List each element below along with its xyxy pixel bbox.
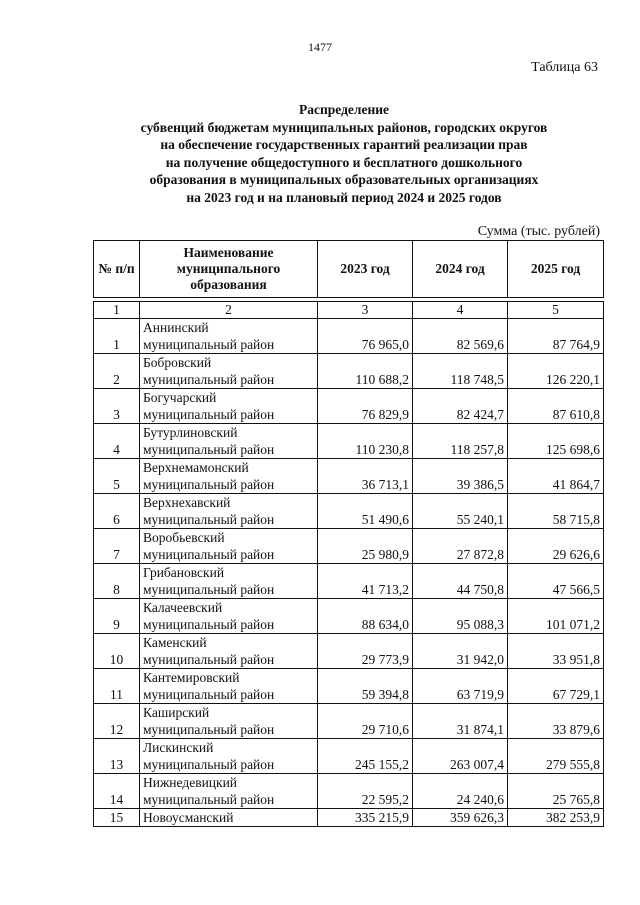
row-number: 7: [94, 529, 140, 564]
amount-2023: 76 829,9: [318, 389, 413, 424]
amount-2025: 87 764,9: [508, 319, 604, 354]
municipality-name: [140, 634, 318, 669]
municipality-name: [140, 389, 318, 424]
row-number: 14: [94, 774, 140, 809]
municipality-name: [140, 669, 318, 704]
municipality-name-line1: Богучарский: [143, 390, 217, 405]
amount-2024: 31 942,0: [413, 634, 508, 669]
municipality-name: [140, 424, 318, 459]
amount-2024: 359 626,3: [413, 809, 508, 827]
municipality-name-line1: Лискинский: [143, 740, 214, 755]
column-number: 2: [140, 302, 318, 319]
municipality-name: [140, 599, 318, 634]
municipality-name: [140, 354, 318, 389]
row-number: 3: [94, 389, 140, 424]
amount-2025: 33 879,6: [508, 704, 604, 739]
municipality-name-line1: Бобровский: [143, 355, 212, 370]
amount-2025: 382 253,9: [508, 809, 604, 827]
row-number: 1: [94, 319, 140, 354]
amount-2024: 55 240,1: [413, 494, 508, 529]
amount-2023: 51 490,6: [318, 494, 413, 529]
amount-2024: 63 719,9: [413, 669, 508, 704]
amount-2024: 39 386,5: [413, 459, 508, 494]
amount-2023: 29 710,6: [318, 704, 413, 739]
row-number: 9: [94, 599, 140, 634]
municipality-name-line1: Новоусманский: [143, 810, 234, 825]
table-row: [94, 459, 604, 494]
municipality-name-line2: муниципальный район: [143, 407, 275, 422]
title-line: субвенций бюджетам муниципальных районов, городских округов: [140, 119, 548, 135]
municipality-name: [140, 319, 318, 354]
row-number: 8: [94, 564, 140, 599]
amount-2024: 82 569,6: [413, 319, 508, 354]
table-row: [94, 424, 604, 459]
municipality-name-line2: муниципальный район: [143, 687, 275, 702]
amount-2023: 59 394,8: [318, 669, 413, 704]
column-number: 1: [94, 302, 140, 319]
title-line: Распределение: [298, 102, 390, 117]
municipality-name: [140, 529, 318, 564]
table-row: [94, 529, 604, 564]
amount-2023: 110 230,8: [318, 424, 413, 459]
amount-2025: 101 071,2: [508, 599, 604, 634]
table-row: [94, 739, 604, 774]
amount-2024: 95 088,3: [413, 599, 508, 634]
amount-2023: 22 595,2: [318, 774, 413, 809]
municipality-name-line2: муниципальный район: [143, 547, 275, 562]
municipality-name-line1: Нижнедевицкий: [143, 775, 238, 790]
municipality-name: [140, 809, 318, 827]
table-row: [94, 389, 604, 424]
amount-2023: 88 634,0: [318, 599, 413, 634]
municipality-name-line1: Бутурлиновский: [143, 425, 238, 440]
amount-2023: 76 965,0: [318, 319, 413, 354]
amount-2024: 27 872,8: [413, 529, 508, 564]
header-2023: 2023 год: [318, 241, 413, 298]
municipality-name-line1: Верхнехавский: [143, 495, 231, 510]
municipality-name-line1: Калачеевский: [143, 600, 223, 615]
municipality-name-line1: Каширский: [143, 705, 210, 720]
municipality-name-line1: Кантемировский: [143, 670, 240, 685]
row-number: 12: [94, 704, 140, 739]
amount-2024: 82 424,7: [413, 389, 508, 424]
amount-2025: 33 951,8: [508, 634, 604, 669]
municipality-name-line2: муниципальный район: [143, 512, 275, 527]
amount-2025: 47 566,5: [508, 564, 604, 599]
amount-2023: 110 688,2: [318, 354, 413, 389]
amount-2024: 31 874,1: [413, 704, 508, 739]
municipality-name-line2: муниципальный район: [143, 617, 275, 632]
page-number: 1477: [308, 40, 332, 54]
amount-2024: 44 750,8: [413, 564, 508, 599]
municipality-name: [140, 739, 318, 774]
amount-2023: 335 215,9: [318, 809, 413, 827]
amount-2025: 25 765,8: [508, 774, 604, 809]
amount-2024: 118 257,8: [413, 424, 508, 459]
municipality-name-line2: муниципальный район: [143, 652, 275, 667]
amount-2025: 58 715,8: [508, 494, 604, 529]
column-number-row: [94, 302, 604, 319]
table-row: [94, 704, 604, 739]
municipality-name: [140, 494, 318, 529]
row-number: 5: [94, 459, 140, 494]
municipality-name-line1: Верхнемамонский: [143, 460, 249, 475]
table-row: [94, 564, 604, 599]
amount-2024: 24 240,6: [413, 774, 508, 809]
municipality-name-line2: муниципальный район: [143, 792, 275, 807]
table-row: [94, 669, 604, 704]
row-number: 15: [94, 809, 140, 827]
title-line: образования в муниципальных образовательных организациях: [149, 172, 539, 187]
row-number: 6: [94, 494, 140, 529]
municipality-name: [140, 459, 318, 494]
row-number: 2: [94, 354, 140, 389]
header-name: Наименование муниципального образования: [140, 241, 318, 298]
amount-2023: 25 980,9: [318, 529, 413, 564]
units-label: Сумма (тыс. рублей): [477, 224, 600, 239]
amount-2023: 36 713,1: [318, 459, 413, 494]
municipality-name: [140, 774, 318, 809]
municipality-name: [140, 564, 318, 599]
municipality-name-line1: Аннинский: [143, 320, 209, 335]
amount-2024: 118 748,5: [413, 354, 508, 389]
amount-2025: 125 698,6: [508, 424, 604, 459]
title-line: на 2023 год и на плановый период 2024 и 2025 годов: [186, 189, 502, 205]
header-num: № п/п: [94, 241, 140, 298]
table-row: [94, 599, 604, 634]
table-row: [94, 774, 604, 809]
table-row: [94, 319, 604, 354]
municipality-name-line2: муниципальный район: [143, 477, 275, 492]
amount-2025: 29 626,6: [508, 529, 604, 564]
row-number: 11: [94, 669, 140, 704]
title-line: на получение общедоступного и бесплатного дошкольного: [165, 154, 523, 170]
document-title: [60, 101, 628, 206]
column-number: 4: [413, 302, 508, 319]
table-label: Таблица 63: [531, 60, 598, 75]
column-number: 3: [318, 302, 413, 319]
amount-2023: 41 713,2: [318, 564, 413, 599]
municipality-name-line2: муниципальный район: [143, 442, 275, 457]
amount-2025: 41 864,7: [508, 459, 604, 494]
amount-2025: 279 555,8: [508, 739, 604, 774]
municipality-name: [140, 704, 318, 739]
table-row: [94, 809, 604, 827]
table-row: [94, 354, 604, 389]
amount-2025: 87 610,8: [508, 389, 604, 424]
header-2024: 2024 год: [413, 241, 508, 298]
amount-2024: 263 007,4: [413, 739, 508, 774]
municipality-name-line1: Каменский: [143, 635, 207, 650]
row-number: 4: [94, 424, 140, 459]
header-row: [94, 241, 604, 298]
distribution-table: [93, 240, 604, 827]
municipality-name-line1: Воробьевский: [143, 530, 225, 545]
municipality-name-line2: муниципальный район: [143, 722, 275, 737]
header-2025: 2025 год: [508, 241, 604, 298]
municipality-name-line2: муниципальный район: [143, 372, 275, 387]
amount-2025: 126 220,1: [508, 354, 604, 389]
column-number: 5: [508, 302, 604, 319]
amount-2023: 29 773,9: [318, 634, 413, 669]
row-number: 10: [94, 634, 140, 669]
table-row: [94, 494, 604, 529]
municipality-name-line2: муниципальный район: [143, 582, 275, 597]
table-row: [94, 634, 604, 669]
municipality-name-line2: муниципальный район: [143, 757, 275, 772]
municipality-name-line1: Грибановский: [143, 565, 225, 580]
municipality-name-line2: муниципальный район: [143, 337, 275, 352]
title-line: на обеспечение государственных гарантий реализации прав: [160, 137, 528, 152]
table-body: [94, 319, 604, 827]
amount-2025: 67 729,1: [508, 669, 604, 704]
row-number: 13: [94, 739, 140, 774]
amount-2023: 245 155,2: [318, 739, 413, 774]
